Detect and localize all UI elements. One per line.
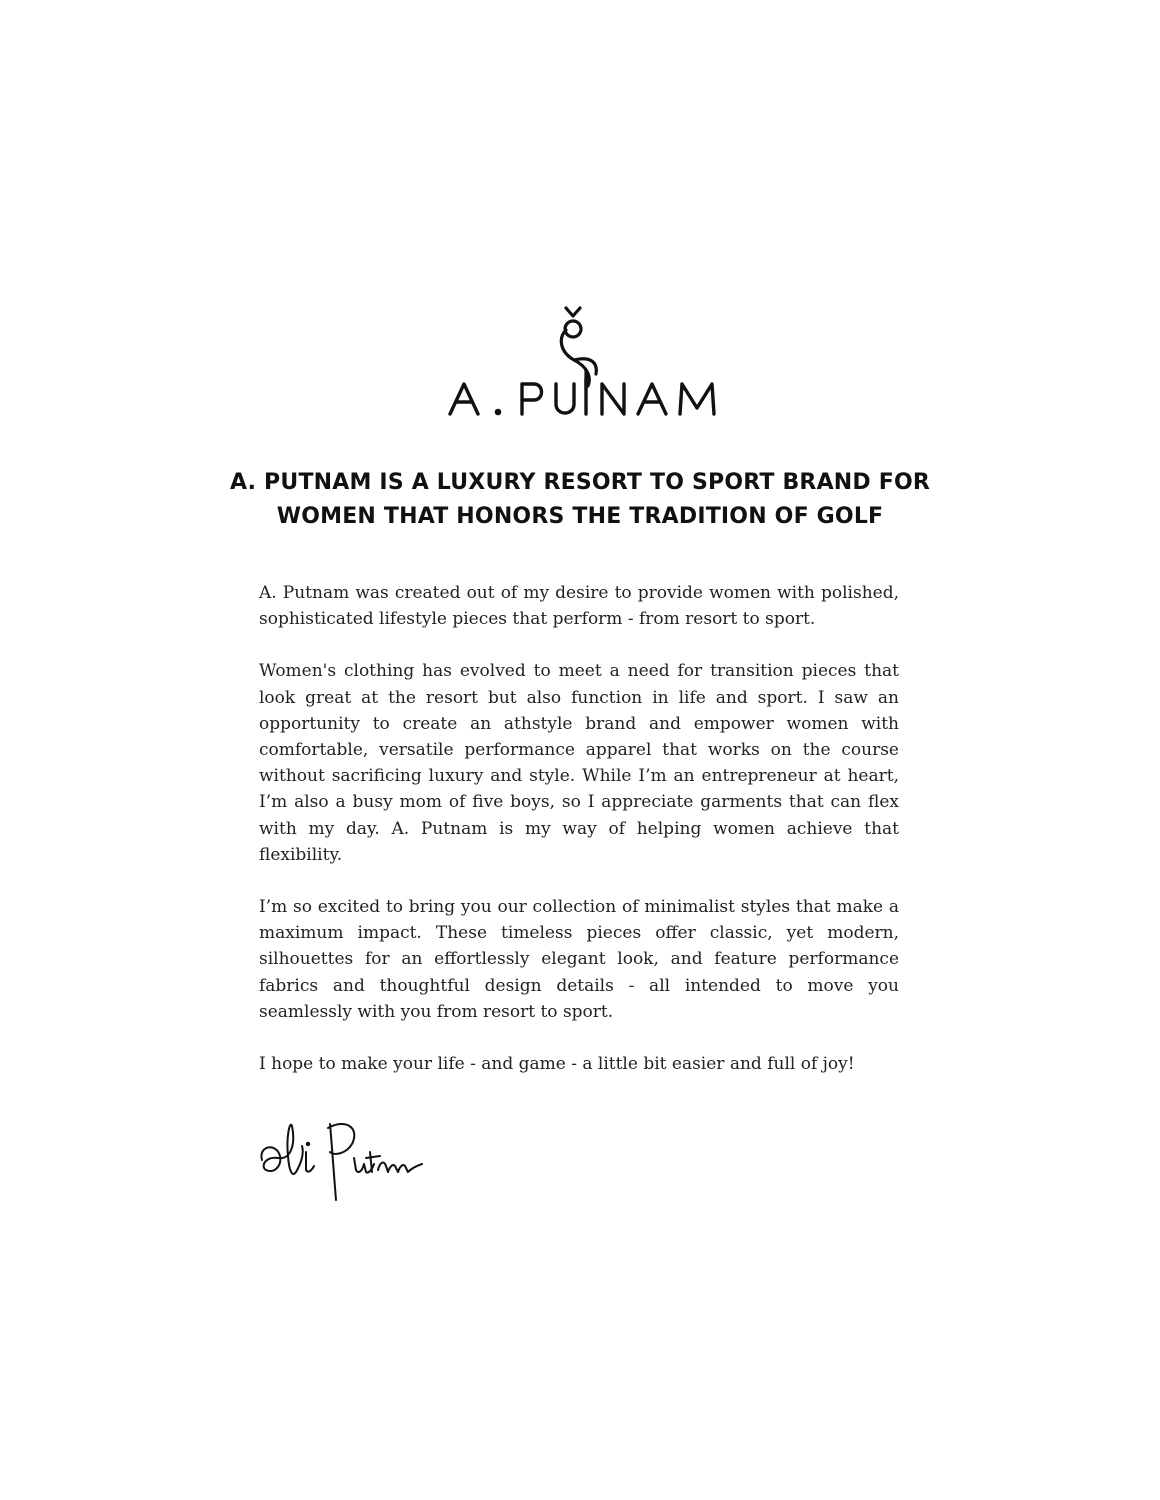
signature [256,1116,426,1206]
handwritten-signature [256,1116,426,1206]
headline-line-1: A. PUTNAM IS A LUXURY RESORT TO SPORT BRAND FOR [230,470,930,495]
brand-wordmark [440,378,730,422]
headline-line-2: WOMEN THAT HONORS THE TRADITION OF GOLF [276,504,884,529]
paragraph-3: I’m so excited to bring you our collection of minimalist styles that make a maximum impact. These timeless pieces offer classic, yet modern, silhouettes for an effortlessly elegant look, and feature performance fabrics and thoughtful design details - all intended to move you seamlessly with you from resort to sport. [259,897,899,1022]
headline [200,466,960,534]
paragraph-4: I hope to make your life - and game - a little bit easier and full of joy! [259,1054,855,1075]
paragraph-2: Women's clothing has evolved to meet a need for transition pieces that look great at the resort but also function in life and sport. I saw an opportunity to create an athstyle brand and empower women with comfortable, versatile performance apparel that works on the course without sacrificing luxury and style. While I’m an entrepreneur at heart, I’m also a busy mom of five boys, so I appreciate garments that can flex with my day. A. Putnam is my way of helping women achieve that flexibility. [259,661,899,865]
brand-logo [440,300,730,420]
letter-body [259,580,899,1103]
paragraph-1: A. Putnam was created out of my desire to provide women with polished, sophisticated lifestyle pieces that perform - from resort to sport. [259,583,899,630]
heron-bird-icon [440,300,730,390]
